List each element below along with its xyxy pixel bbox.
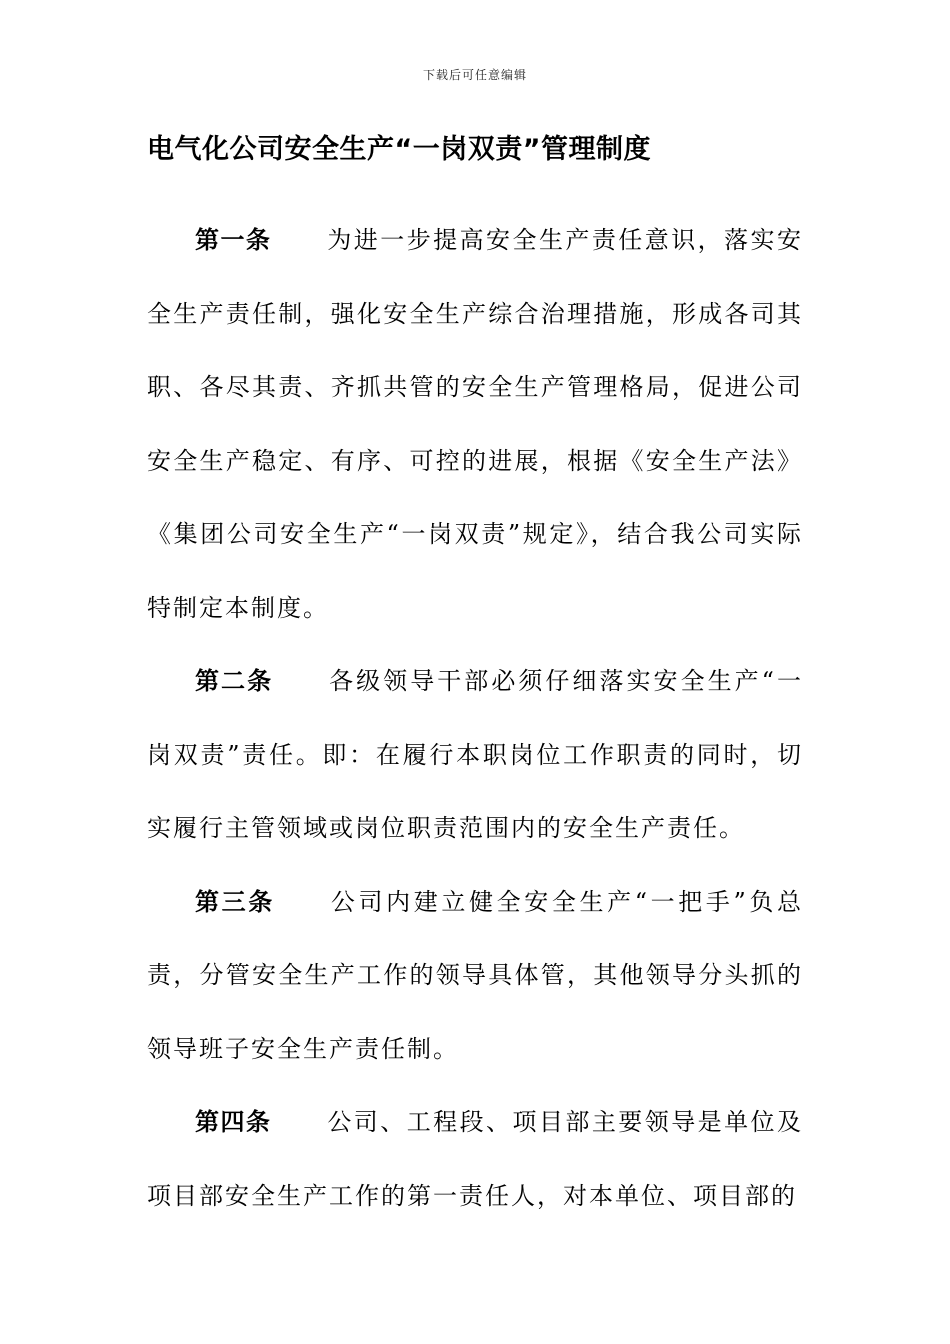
article-2 [147, 645, 803, 866]
article-3 [147, 866, 803, 1087]
article-label: 第四条 [195, 1108, 272, 1136]
document-title: 电气化公司安全生产“一岗双责”管理制度 [147, 134, 651, 165]
article-label: 第三条 [195, 887, 275, 916]
article-4 [147, 1086, 803, 1233]
article-text: 为进一步提高安全生产责任意识，落实安全生产责任制，强化安全生产综合治理措施，形成各司其职、各尽其责、齐抓共管的安全生产管理格局，促进公司安全生产稳定、有序、可控的进展，根据《安全生产法》《集团公司安全生产“一岗双责”规定》，结合我公司实际特制定本制度。 [147, 226, 804, 622]
article-label: 第一条 [195, 226, 272, 254]
article-text: 公司内建立健全安全生产“一把手”负总责，分管安全生产工作的领导具体管，其他领导分头抓的领导班子安全生产责任制。 [147, 887, 803, 1063]
article-label: 第二条 [195, 667, 274, 695]
article-1 [147, 204, 803, 645]
article-text: 各级领导干部必须仔细落实安全生产“一岗双责”责任。即：在履行本职岗位工作职责的同时，切实履行主管领域或岗位职责范围内的安全生产责任。 [147, 667, 803, 842]
header-note: 下载后可任意编辑 [422, 68, 527, 82]
article-text: 公司、工程段、项目部主要领导是单位及项目部安全生产工作的第一责任人，对本单位、项目部的 [147, 1108, 804, 1210]
document-body [147, 204, 803, 1233]
